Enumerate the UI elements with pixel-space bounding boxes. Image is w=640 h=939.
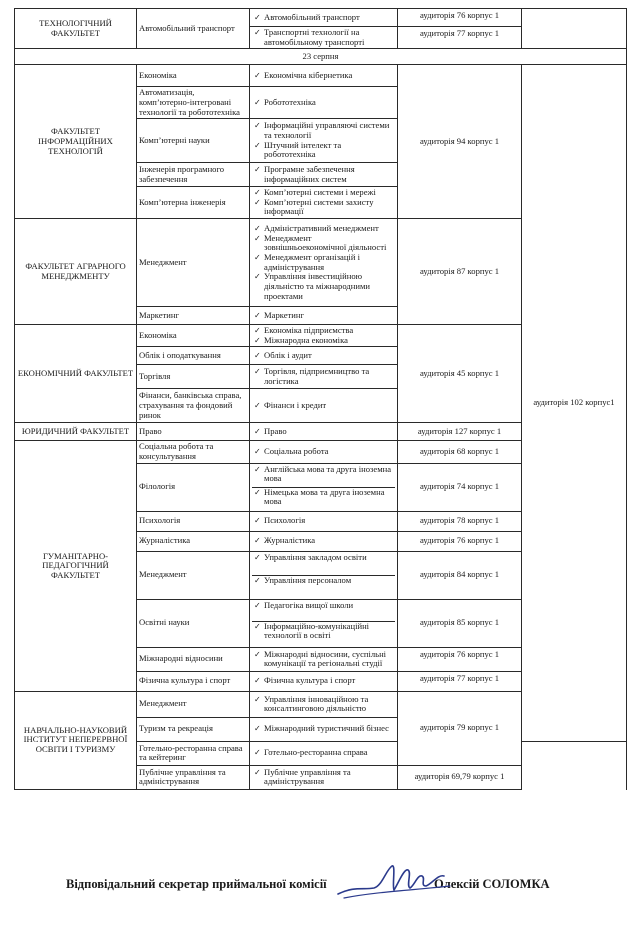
list-item <box>252 465 395 487</box>
auditorium-cell: аудиторія 78 корпус 1 <box>398 511 522 531</box>
checkmark-icon: ✓ <box>254 12 261 22</box>
specialty-cell: Облік і оподаткування <box>137 347 250 365</box>
auditorium-cell: аудиторія 45 корпус 1 <box>398 325 522 423</box>
list-item <box>252 427 395 437</box>
checkmark-icon: ✓ <box>254 351 261 361</box>
empty-cell <box>522 9 627 49</box>
checkmark-icon: ✓ <box>254 272 261 282</box>
program-label: Міжнародна економіка <box>264 334 348 345</box>
faculty-cell: ЮРИДИЧНИЙ ФАКУЛЬТЕТ <box>15 423 137 441</box>
program-label: Торгівля, підприємництво та логістика <box>264 366 370 386</box>
list-item <box>252 367 395 386</box>
checkmark-icon: ✓ <box>254 427 261 437</box>
program-cell <box>250 599 398 647</box>
program-label: Фінанси і кредит <box>264 400 327 411</box>
specialty-cell: Менеджмент <box>137 219 250 307</box>
specialty-cell: Публічне управління та адміністрування <box>137 765 250 789</box>
list-item <box>252 601 395 621</box>
specialty-cell: Менеджмент <box>137 691 250 717</box>
program-cell <box>250 27 398 49</box>
list-item <box>252 621 395 646</box>
program-cell <box>250 65 398 87</box>
list-item <box>252 98 395 108</box>
program-label: Транспортні технології на автомобільному транспорті <box>264 27 365 47</box>
list-item <box>252 141 395 160</box>
program-cell <box>250 163 398 187</box>
list-item <box>252 351 395 361</box>
program-label: Психологія <box>264 515 306 526</box>
specialty-cell: Економіка <box>137 65 250 87</box>
checkmark-icon: ✓ <box>254 197 261 207</box>
faculty-cell: НАВЧАЛЬНО-НАУКОВИЙ ІНСТИТУТ НЕПЕРЕРВНОЇ ОСВІТИ І ТУРИЗМУ <box>15 691 137 789</box>
checkmark-icon: ✓ <box>254 600 261 610</box>
checkmark-icon: ✓ <box>254 253 261 262</box>
auditorium-cell: аудиторія 68 корпус 1 <box>398 441 522 463</box>
checkmark-icon: ✓ <box>254 335 261 345</box>
program-label: Фізична культура і спорт <box>264 675 356 686</box>
program-cell <box>250 219 398 307</box>
table-row <box>15 65 627 87</box>
checkmark-icon: ✓ <box>254 310 261 320</box>
specialty-cell: Готельно-ресторанна справа та кейтеринг <box>137 741 250 765</box>
faculty-cell: ГУМАНІТАРНО-ПЕДАГОГІЧНИЙ ФАКУЛЬТЕТ <box>15 441 137 691</box>
date-heading: 23 серпня <box>15 49 627 65</box>
list-item <box>252 650 395 669</box>
checkmark-icon: ✓ <box>254 516 261 526</box>
list-item <box>252 695 395 714</box>
faculty-cell: ФАКУЛЬТЕТ ІНФОРМАЦІЙНИХ ТЕХНОЛОГІЙ <box>15 65 137 219</box>
program-cell <box>250 423 398 441</box>
checkmark-icon: ✓ <box>254 447 261 457</box>
specialty-cell: Освітні науки <box>137 599 250 647</box>
checkmark-icon: ✓ <box>254 97 261 107</box>
program-label: Журналістика <box>264 535 316 546</box>
auditorium-cell: аудиторія 76 корпус 1 <box>398 531 522 551</box>
program-label: Штучний інтелект та робототехніка <box>264 139 342 160</box>
list-item <box>252 487 395 510</box>
list-item <box>252 165 395 184</box>
auditorium-cell: аудиторія 76 корпус 1 <box>398 647 522 671</box>
specialty-cell: Право <box>137 423 250 441</box>
program-cell <box>250 389 398 423</box>
checkmark-icon: ✓ <box>254 487 261 497</box>
program-label: Економічна кібернетика <box>264 69 353 80</box>
specialty-cell: Автоматизація, комп’ютерно-інтегровані технології та робототехніка <box>137 87 250 119</box>
program-cell <box>250 717 398 741</box>
faculty-cell: ЕКОНОМІЧНИЙ ФАКУЛЬТЕТ <box>15 325 137 423</box>
checkmark-icon: ✓ <box>254 464 261 474</box>
faculty-cell: ФАКУЛЬТЕТ АГРАРНОГО МЕНЕДЖМЕНТУ <box>15 219 137 325</box>
program-label: Економіка підприємства <box>264 325 354 336</box>
checkmark-icon: ✓ <box>254 767 261 777</box>
auditorium-cell: аудиторія 102 корпус1 <box>522 65 627 741</box>
program-label: Право <box>264 426 287 437</box>
auditorium-cell: аудиторія 79 корпус 1 <box>398 691 522 765</box>
program-label: Маркетинг <box>264 309 305 320</box>
program-label: Робототехніка <box>264 96 316 107</box>
program-cell <box>250 551 398 599</box>
list-item <box>252 748 395 758</box>
specialty-cell: Фінанси, банківська справа, страхування та фондовий ринок <box>137 389 250 423</box>
checkmark-icon: ✓ <box>254 676 261 686</box>
program-label: Міжнародний туристичний бізнес <box>264 723 389 734</box>
specialty-cell: Автомобільний транспорт <box>137 9 250 49</box>
table-row <box>15 9 627 27</box>
specialty-cell: Психологія <box>137 511 250 531</box>
program-cell <box>250 307 398 325</box>
checkmark-icon: ✓ <box>254 536 261 546</box>
checkmark-icon: ✓ <box>254 140 261 150</box>
list-item <box>252 13 395 23</box>
list-item <box>252 311 395 321</box>
checkmark-icon: ✓ <box>254 621 261 631</box>
specialty-cell: Комп’ютерна інженерія <box>137 187 250 219</box>
list-item <box>252 724 395 734</box>
list-item <box>252 516 395 526</box>
schedule-table <box>14 8 627 790</box>
list-item <box>252 71 395 81</box>
list-item <box>252 553 395 575</box>
program-label: Готельно-ресторанна справа <box>264 747 368 758</box>
specialty-cell: Фізична культура і спорт <box>137 671 250 691</box>
checkmark-icon: ✓ <box>254 748 261 758</box>
program-cell <box>250 647 398 671</box>
checkmark-icon: ✓ <box>254 724 261 734</box>
auditorium-cell: аудиторія 77 корпус 1 <box>398 27 522 49</box>
program-label: Англійська мова та друга іноземна мова <box>264 463 392 484</box>
faculty-cell: ТЕХНОЛОГІЧНИЙ ФАКУЛЬТЕТ <box>15 9 137 49</box>
program-label: Автомобільний транспорт <box>264 11 360 22</box>
auditorium-cell: аудиторія 74 корпус 1 <box>398 463 522 511</box>
program-cell <box>250 365 398 389</box>
list-item <box>252 768 395 787</box>
list-item <box>252 28 395 47</box>
checkmark-icon: ✓ <box>254 694 261 704</box>
specialty-cell: Інженерія програмного забезпечення <box>137 163 250 187</box>
program-label: Програмне забезпечення інформаційних систем <box>264 164 355 184</box>
program-label: Управління інноваційною та консалтинговою діяльністю <box>264 693 369 714</box>
checkmark-icon: ✓ <box>254 28 261 37</box>
auditorium-cell: аудиторія 76 корпус 1 <box>398 9 522 27</box>
auditorium-cell: аудиторія 127 корпус 1 <box>398 423 522 441</box>
checkmark-icon: ✓ <box>254 224 261 234</box>
checkmark-icon: ✓ <box>254 326 261 336</box>
program-label: Публічне управління та адміністрування <box>264 766 351 787</box>
list-item <box>252 447 395 457</box>
program-label: Міжнародні відносини, суспільні комунікації та регіональні студії <box>264 648 387 669</box>
program-label: Інформаційно-комунікаційні технології в освіті <box>264 620 370 641</box>
checkmark-icon: ✓ <box>254 367 261 377</box>
program-label: Управління персоналом <box>264 574 352 585</box>
program-cell <box>250 325 398 347</box>
specialty-cell: Економіка <box>137 325 250 347</box>
program-cell <box>250 671 398 691</box>
program-label: Педагогіка вищої школи <box>264 599 354 610</box>
specialty-cell: Маркетинг <box>137 307 250 325</box>
program-cell <box>250 765 398 789</box>
program-label: Управління закладом освіти <box>264 551 367 562</box>
auditorium-cell: аудиторія 84 корпус 1 <box>398 551 522 599</box>
specialty-cell: Соціальна робота та консультування <box>137 441 250 463</box>
auditorium-cell: аудиторія 87 корпус 1 <box>398 219 522 325</box>
checkmark-icon: ✓ <box>254 233 261 243</box>
program-cell <box>250 691 398 717</box>
program-label: Менеджмент організацій і адміністрування <box>264 252 360 272</box>
list-item <box>252 234 395 253</box>
list-item <box>252 401 395 411</box>
program-label: Інформаційні управляючі системи та технології <box>264 120 390 140</box>
auditorium-cell: аудиторія 94 корпус 1 <box>398 65 522 219</box>
checkmark-icon: ✓ <box>254 649 261 659</box>
specialty-cell: Туризм та рекреація <box>137 717 250 741</box>
program-label: Німецька мова та друга іноземна мова <box>264 486 385 507</box>
specialty-cell: Менеджмент <box>137 551 250 599</box>
list-item <box>252 198 395 217</box>
program-cell <box>250 87 398 119</box>
specialty-cell: Журналістика <box>137 531 250 551</box>
checkmark-icon: ✓ <box>254 575 261 585</box>
program-label: Соціальна робота <box>264 446 329 457</box>
program-label: Облік і аудит <box>264 350 312 361</box>
list-item <box>252 253 395 272</box>
checkmark-icon: ✓ <box>254 401 261 411</box>
table-row <box>15 49 627 65</box>
program-cell <box>250 119 398 163</box>
signatory-name: Олексій СОЛОМКА <box>434 877 550 891</box>
auditorium-cell: аудиторія 77 корпус 1 <box>398 671 522 691</box>
program-label: Комп’ютерні системи і мережі <box>264 187 376 198</box>
program-cell <box>250 187 398 219</box>
checkmark-icon: ✓ <box>254 552 261 562</box>
signatory-role: Відповідальний секретар приймальної комісії <box>66 877 327 891</box>
program-cell <box>250 441 398 463</box>
checkmark-icon: ✓ <box>254 70 261 80</box>
list-item <box>252 336 395 346</box>
list-item <box>252 676 395 686</box>
checkmark-icon: ✓ <box>254 165 261 174</box>
auditorium-cell: аудиторія 85 корпус 1 <box>398 599 522 647</box>
specialty-cell: Філологія <box>137 463 250 511</box>
program-label: Управління інвестиційною діяльністю та міжнародними проектами <box>264 271 370 301</box>
handwritten-signature <box>334 856 454 906</box>
specialty-cell: Торгівля <box>137 365 250 389</box>
program-cell <box>250 531 398 551</box>
program-label: Менеджмент зовнішньоекономічної діяльності <box>264 232 387 253</box>
program-cell <box>250 511 398 531</box>
auditorium-cell: аудиторія 69,79 корпус 1 <box>398 765 522 789</box>
program-label: Адміністративний менеджмент <box>264 223 379 234</box>
program-cell <box>250 741 398 765</box>
list-item <box>252 121 395 140</box>
checkmark-icon: ✓ <box>254 121 261 131</box>
list-item <box>252 536 395 546</box>
specialty-cell: Комп’ютерні науки <box>137 119 250 163</box>
program-cell <box>250 9 398 27</box>
program-label: Комп’ютерні системи захисту інформації <box>264 196 374 217</box>
list-item <box>252 575 395 598</box>
list-item <box>252 272 395 301</box>
specialty-cell: Міжнародні відносини <box>137 647 250 671</box>
program-cell <box>250 347 398 365</box>
checkmark-icon: ✓ <box>254 188 261 198</box>
program-cell <box>250 463 398 511</box>
